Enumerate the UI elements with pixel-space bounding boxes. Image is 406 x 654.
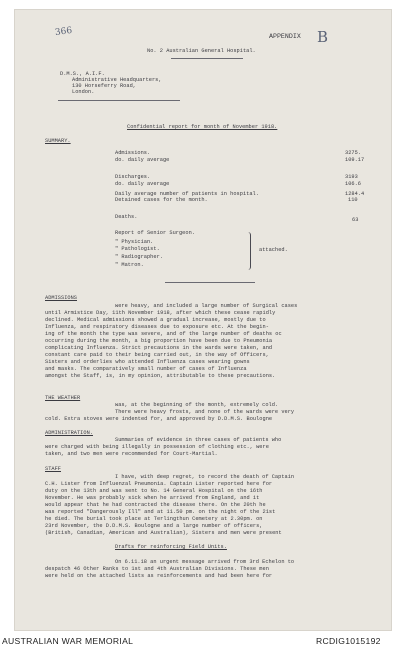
report-of-label: Report of Senior Surgeon.: [115, 230, 195, 236]
address-rule: [58, 100, 180, 101]
summary-label: Deaths.: [115, 214, 138, 220]
staff-heading: STAFF: [45, 466, 61, 472]
staff-line: (British, Canadian, American and Australian), Sisters and men were present: [45, 530, 282, 536]
admissions-line: complicating Influenza. Strict precautions in the wards were taken, and: [45, 345, 273, 351]
address-line: D.M.S., A.I.F.: [60, 71, 105, 77]
summary-value: 106.6: [345, 181, 361, 187]
administration-heading: ADMINISTRATION.: [45, 430, 93, 436]
report-title: Confidential report for month of November 1918.: [127, 124, 278, 130]
administration-line: Summaries of evidence in three cases of patients who: [115, 437, 282, 443]
staff-line: duty on the 13th and was sent to No. 14 General Hospital on the 16th: [45, 488, 263, 494]
footer-record-id: RCDIG1015192: [316, 636, 381, 646]
admissions-line: declined. Medical admissions showed a gradual increase, mostly due to: [45, 317, 266, 323]
admissions-heading: ADMISSIONS: [45, 295, 77, 301]
drafts-line: were held on the attached lists as reinforcements and had been here for: [45, 573, 273, 579]
summary-label: Daily average number of patients in hospital.: [115, 191, 259, 197]
admissions-line: ing of the month the type was severe, and of the large number of deaths oc: [45, 331, 282, 337]
admissions-line: occurring during the month, a big proportion have been due to Pneumonia: [45, 338, 273, 344]
attached-brace: [247, 232, 251, 270]
address-line: Administrative Headquarters,: [72, 77, 162, 83]
handwritten-appendix-letter: B: [317, 28, 329, 46]
staff-report-item: " Radiographer.: [115, 254, 163, 260]
summary-label: do. daily average: [115, 181, 170, 187]
weather-heading: THE WEATHER: [45, 395, 81, 401]
document-page: [15, 10, 391, 630]
staff-line: was reported "Dangerously Ill" and at 11.50 pm. on the night of the 21st: [45, 509, 276, 515]
drafts-heading: Drafts for reinforcing Field Units.: [115, 544, 227, 550]
staff-line: I have, with deep regret, to record the death of Captain: [115, 474, 295, 480]
hospital-name: No. 2 Australian General Hospital.: [147, 48, 256, 54]
administration-line: taken, and two men were recommended for Court-Martial.: [45, 451, 218, 457]
drafts-line: On 6.11.18 an urgent message arrived from 3rd Echelon to: [115, 559, 295, 565]
summary-value: 63: [352, 217, 359, 223]
summary-label: Discharges.: [115, 174, 151, 180]
summary-value: 3275.: [345, 150, 361, 156]
admissions-line: constant care paid to their being carried out, in the way of Officers,: [45, 352, 269, 358]
admissions-line: amongst the Staff, is, in my opinion, attributable to these precautions.: [45, 373, 276, 379]
weather-line: There were heavy frosts, and none of the wards were very: [115, 409, 295, 415]
staff-line: November. He was probably sick when he arrived from England, and it: [45, 495, 260, 501]
address-line: 130 Horseferry Road,: [72, 83, 136, 89]
admissions-line: Influenza, and respiratory diseases due to exposure etc. At the begin-: [45, 324, 269, 330]
staff-line: 23rd November, the D.D.M.S. Boulogne and a large number of officers,: [45, 523, 263, 529]
drafts-line: despatch 46 Other Ranks to 1st and 4th Australian Divisions. These men: [45, 566, 269, 572]
admissions-line: were heavy, and included a large number of Surgical cases: [115, 303, 298, 309]
header-rule: [171, 58, 243, 59]
staff-line: C.H. Lister from Influenzal Pneumonia. Captain Lister reported here for: [45, 481, 273, 487]
summary-label: do. daily average: [115, 157, 170, 163]
weather-line: was, at the beginning of the month, extremely cold.: [115, 402, 279, 408]
address-line: London.: [72, 89, 95, 95]
summary-label: Detained cases for the month.: [115, 197, 208, 203]
weather-line: cold. Extra stoves were indented for, and approved by D.D.M.S. Boulogne: [45, 416, 273, 422]
staff-line: he died. The burial took place at Terlingthun Cemetery at 2.30pm. on: [45, 516, 263, 522]
summary-value: 110: [348, 197, 358, 203]
staff-line: would appear that he had contracted the disease there. On the 20th he: [45, 502, 266, 508]
admissions-line: until Armistice Day, 11th November 1918, after which these cease rapidly: [45, 310, 276, 316]
administration-line: were charged with being illegally in possession of clothing etc., were: [45, 444, 269, 450]
footer-archive-name: AUSTRALIAN WAR MEMORIAL: [2, 636, 134, 646]
attached-label: attached.: [259, 247, 288, 253]
staff-report-item: " Pathologist.: [115, 246, 160, 252]
summary-heading: SUMMARY.: [45, 138, 71, 144]
summary-value: 3193: [345, 174, 358, 180]
section-rule: [165, 282, 255, 283]
summary-value: 1284.4: [345, 191, 365, 197]
admissions-line: and masks. The comparatively small number of cases of Influenza: [45, 366, 247, 372]
handwritten-page-number: 366: [54, 25, 73, 39]
staff-report-item: " Matron.: [115, 262, 144, 268]
summary-value: 109.17: [345, 157, 365, 163]
summary-label: Admissions.: [115, 150, 151, 156]
staff-report-item: " Physician.: [115, 239, 154, 245]
admissions-line: Sisters and orderlies who attended Influenza cases wearing gowns: [45, 359, 250, 365]
appendix-label: APPENDIX: [269, 33, 301, 40]
